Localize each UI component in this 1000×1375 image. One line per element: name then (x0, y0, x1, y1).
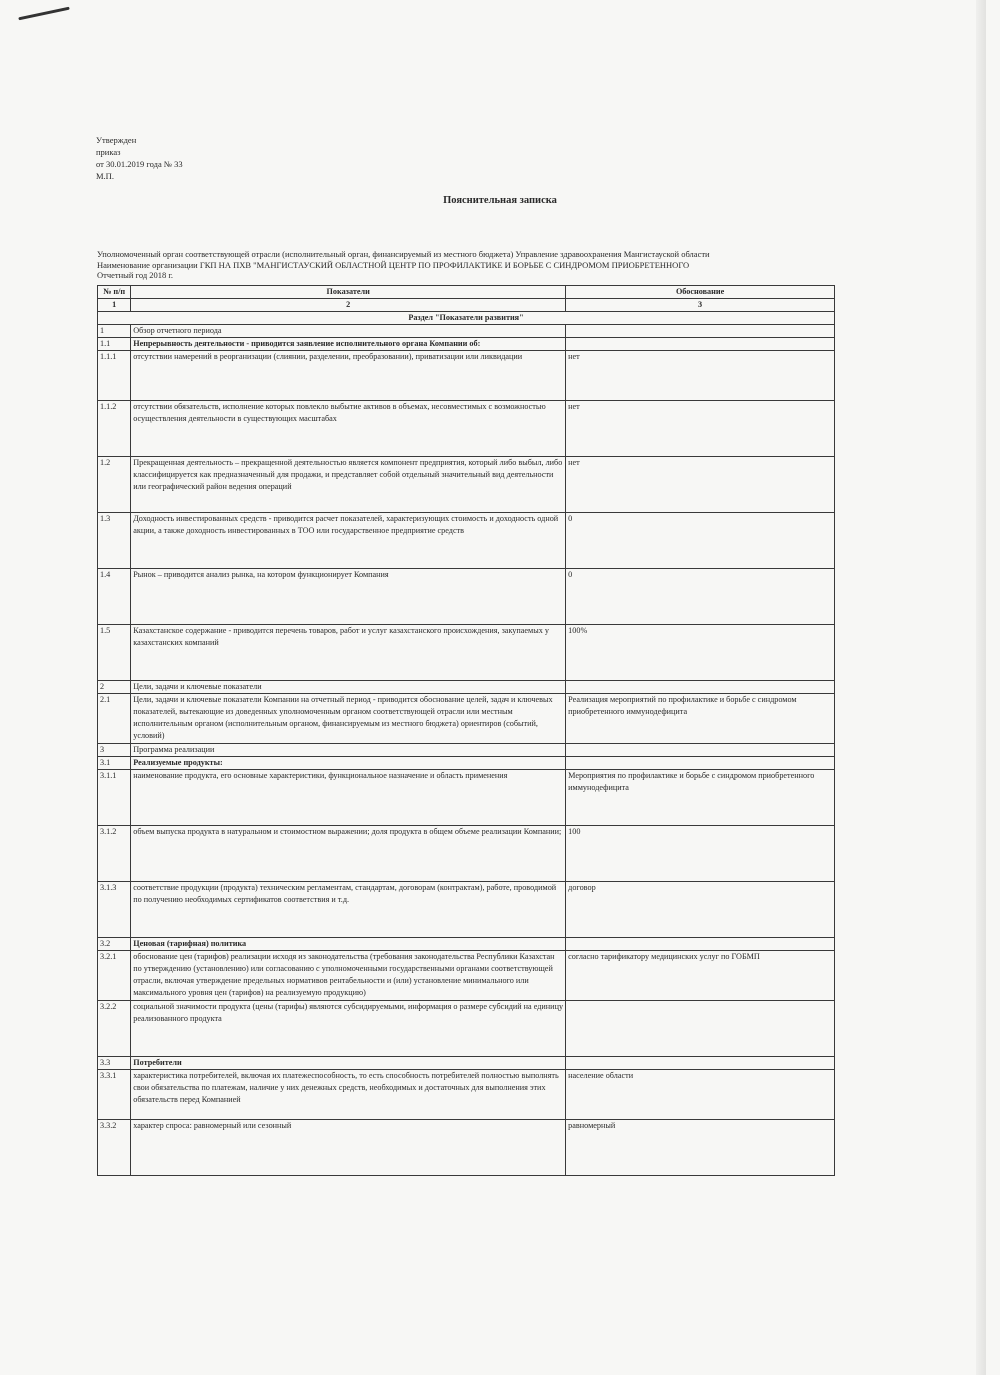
approval-stamp-block (96, 134, 183, 182)
row-indicator: обоснование цен (тарифов) реализации исходя из законодательства (требования законодательства Республики Казахстан по утверждению (установлению) или согласованию с уполномоченными государственными органами соответствующей отрасли, включая утверждение предельных нормативов рентабельности и (или) установление минимального или максимального уровня цен (тарифов) на реализуемую продукцию) (131, 951, 566, 1001)
row-justification (566, 325, 835, 338)
table-row (98, 757, 835, 770)
scan-pen-mark (18, 7, 69, 21)
column-number-1: 1 (98, 299, 131, 312)
row-indicator: Обзор отчетного периода (131, 325, 566, 338)
row-indicator: характер спроса: равномерный или сезонный (131, 1120, 566, 1176)
row-justification (566, 681, 835, 694)
table-row (98, 744, 835, 757)
row-justification: 0 (566, 569, 835, 625)
column-number-3: 3 (566, 299, 835, 312)
table-row (98, 513, 835, 569)
approval-line-seal: М.П. (96, 171, 114, 181)
table-header-row (98, 286, 835, 299)
approval-line-approved: Утвержден (96, 135, 137, 145)
table-row (98, 1001, 835, 1057)
table-row (98, 1070, 835, 1120)
row-number: 3.1.3 (98, 882, 131, 938)
row-number: 3.1 (98, 757, 131, 770)
row-justification: нет (566, 351, 835, 401)
row-justification (566, 338, 835, 351)
row-indicator: Ценовая (тарифная) политика (131, 938, 566, 951)
row-indicator: Казахстанское содержание - приводится перечень товаров, работ и услуг казахстанского происхождения, закупаемых у казахстанских компаний (131, 625, 566, 681)
row-number: 3.2 (98, 938, 131, 951)
row-justification: равномерный (566, 1120, 835, 1176)
row-number: 3.3 (98, 1057, 131, 1070)
row-justification (566, 1057, 835, 1070)
row-indicator: Доходность инвестированных средств - приводится расчет показателей, характеризующих стоимость и доходность одной акции, а также доходность инвестированных в ТОО или государственное предприятие средств (131, 513, 566, 569)
row-number: 3.1.1 (98, 770, 131, 826)
table-row (98, 401, 835, 457)
table-row (98, 625, 835, 681)
row-justification: договор (566, 882, 835, 938)
row-justification: Мероприятия по профилактике и борьбе с синдромом приобретенного иммунодефицита (566, 770, 835, 826)
table-row (98, 681, 835, 694)
row-justification (566, 1001, 835, 1057)
row-number: 3.2.1 (98, 951, 131, 1001)
row-justification: 0 (566, 513, 835, 569)
row-justification: Реализация мероприятий по профилактике и борьбе с синдромом приобретенного иммунодефицита (566, 694, 835, 744)
row-justification (566, 744, 835, 757)
row-indicator: Цели, задачи и ключевые показатели (131, 681, 566, 694)
header-justification: Обоснование (566, 286, 835, 299)
header-indicators: Показатели (131, 286, 566, 299)
row-indicator: Цели, задачи и ключевые показатели Компании на отчетный период - приводится обоснование целей, задач и ключевых показателей, вытекающие из доведенных уполномоченным органом соответствующей отрасли или местным исполнительным органом (исполнительным органом, финансируемым из местного бюджета) ориентиров (событий, условий) (131, 694, 566, 744)
row-number: 2 (98, 681, 131, 694)
row-number: 1 (98, 325, 131, 338)
table-row (98, 338, 835, 351)
row-indicator: объем выпуска продукта в натуральном и стоимостном выражении; доля продукта в общем объеме реализации Компании; (131, 826, 566, 882)
report-year-line: Отчетный год 2018 г. (97, 270, 174, 280)
row-indicator: социальной значимости продукта (цены (тарифы) являются субсидируемыми, информация о размере субсидий на единицу реализованного продукта (131, 1001, 566, 1057)
row-number: 2.1 (98, 694, 131, 744)
organization-line: Наименование организации ГКП НА ПХВ "МАНГИСТАУСКИЙ ОБЛАСТНОЙ ЦЕНТР ПО ПРОФИЛАКТИКЕ И БОРЬБЕ С СИНДРОМОМ ПРИОБРЕТЕННОГО (97, 259, 690, 270)
row-indicator: соответствие продукции (продукта) техническим регламентам, стандартам, договорам (контрактам), работе, проводимой по получению необходимых сертификатов соответствия и т.д. (131, 882, 566, 938)
row-number: 3.1.2 (98, 826, 131, 882)
indicators-table (97, 285, 835, 1176)
document-info (97, 249, 837, 281)
row-justification: нет (566, 401, 835, 457)
table-row (98, 938, 835, 951)
header-number: № п/п (98, 286, 131, 299)
table-row (98, 1120, 835, 1176)
row-justification: согласно тарификатору медицинских услуг по ГОБМП (566, 951, 835, 1001)
row-indicator: Прекращенная деятельность – прекращенной деятельностью является компонент предприятия, который либо выбыл, либо классифицируется как предназначенный для продажи, и представляет собой отдельный значительный вид деятельности или географический район ведения операций (131, 457, 566, 513)
row-justification: 100 (566, 826, 835, 882)
document-title: Пояснительная записка (443, 195, 557, 206)
row-justification: население области (566, 1070, 835, 1120)
row-number: 1.2 (98, 457, 131, 513)
row-indicator: наименование продукта, его основные характеристики, функциональное назначение и область применения (131, 770, 566, 826)
table-row (98, 569, 835, 625)
row-indicator: Потребители (131, 1057, 566, 1070)
row-justification: нет (566, 457, 835, 513)
table-row (98, 770, 835, 826)
table-row (98, 1057, 835, 1070)
row-number: 3 (98, 744, 131, 757)
table-row (98, 457, 835, 513)
row-indicator: характеристика потребителей, включая их платежеспособность, то есть способность потребителей полностью выполнять свои обязательства по платежам, наличие у них денежных средств, необходимых и достаточных для выполнения этих обязательств перед Компанией (131, 1070, 566, 1120)
row-indicator: Непрерывность деятельности - приводится заявление исполнительного органа Компании об: (131, 338, 566, 351)
row-number: 1.1 (98, 338, 131, 351)
row-number: 3.3.1 (98, 1070, 131, 1120)
row-indicator: Реализуемые продукты: (131, 757, 566, 770)
scan-page-edge (976, 0, 986, 1375)
row-justification (566, 757, 835, 770)
column-number-2: 2 (131, 299, 566, 312)
table-row (98, 951, 835, 1001)
table-row (98, 826, 835, 882)
approval-line-date: от 30.01.2019 года № 33 (96, 159, 183, 169)
row-number: 1.1.1 (98, 351, 131, 401)
row-number: 3.2.2 (98, 1001, 131, 1057)
row-indicator: отсутствии намерений в реорганизации (слиянии, разделении, преобразовании), приватизации или ликвидации (131, 351, 566, 401)
row-number: 1.1.2 (98, 401, 131, 457)
section-title-row (98, 312, 835, 325)
table-row (98, 325, 835, 338)
row-number: 1.5 (98, 625, 131, 681)
table-row (98, 351, 835, 401)
column-number-row (98, 299, 835, 312)
row-justification: 100% (566, 625, 835, 681)
row-indicator: Рынок – приводится анализ рынка, на котором функционирует Компания (131, 569, 566, 625)
row-number: 1.4 (98, 569, 131, 625)
row-number: 3.3.2 (98, 1120, 131, 1176)
row-indicator: Программа реализации (131, 744, 566, 757)
approval-line-order: приказ (96, 147, 121, 157)
row-indicator: отсутствии обязательств, исполнение которых повлекло выбытие активов в объемах, несовместимых с возможностью осуществления деятельности в существующих масштабах (131, 401, 566, 457)
row-justification (566, 938, 835, 951)
authority-line: Уполномоченный орган соответствующей отрасли (исполнительный орган, финансируемый из местного бюджета) Управление здравоохранения Мангистауской области (97, 249, 710, 259)
table-row (98, 694, 835, 744)
row-number: 1.3 (98, 513, 131, 569)
section-title: Раздел "Показатели развития" (98, 312, 835, 325)
table-row (98, 882, 835, 938)
